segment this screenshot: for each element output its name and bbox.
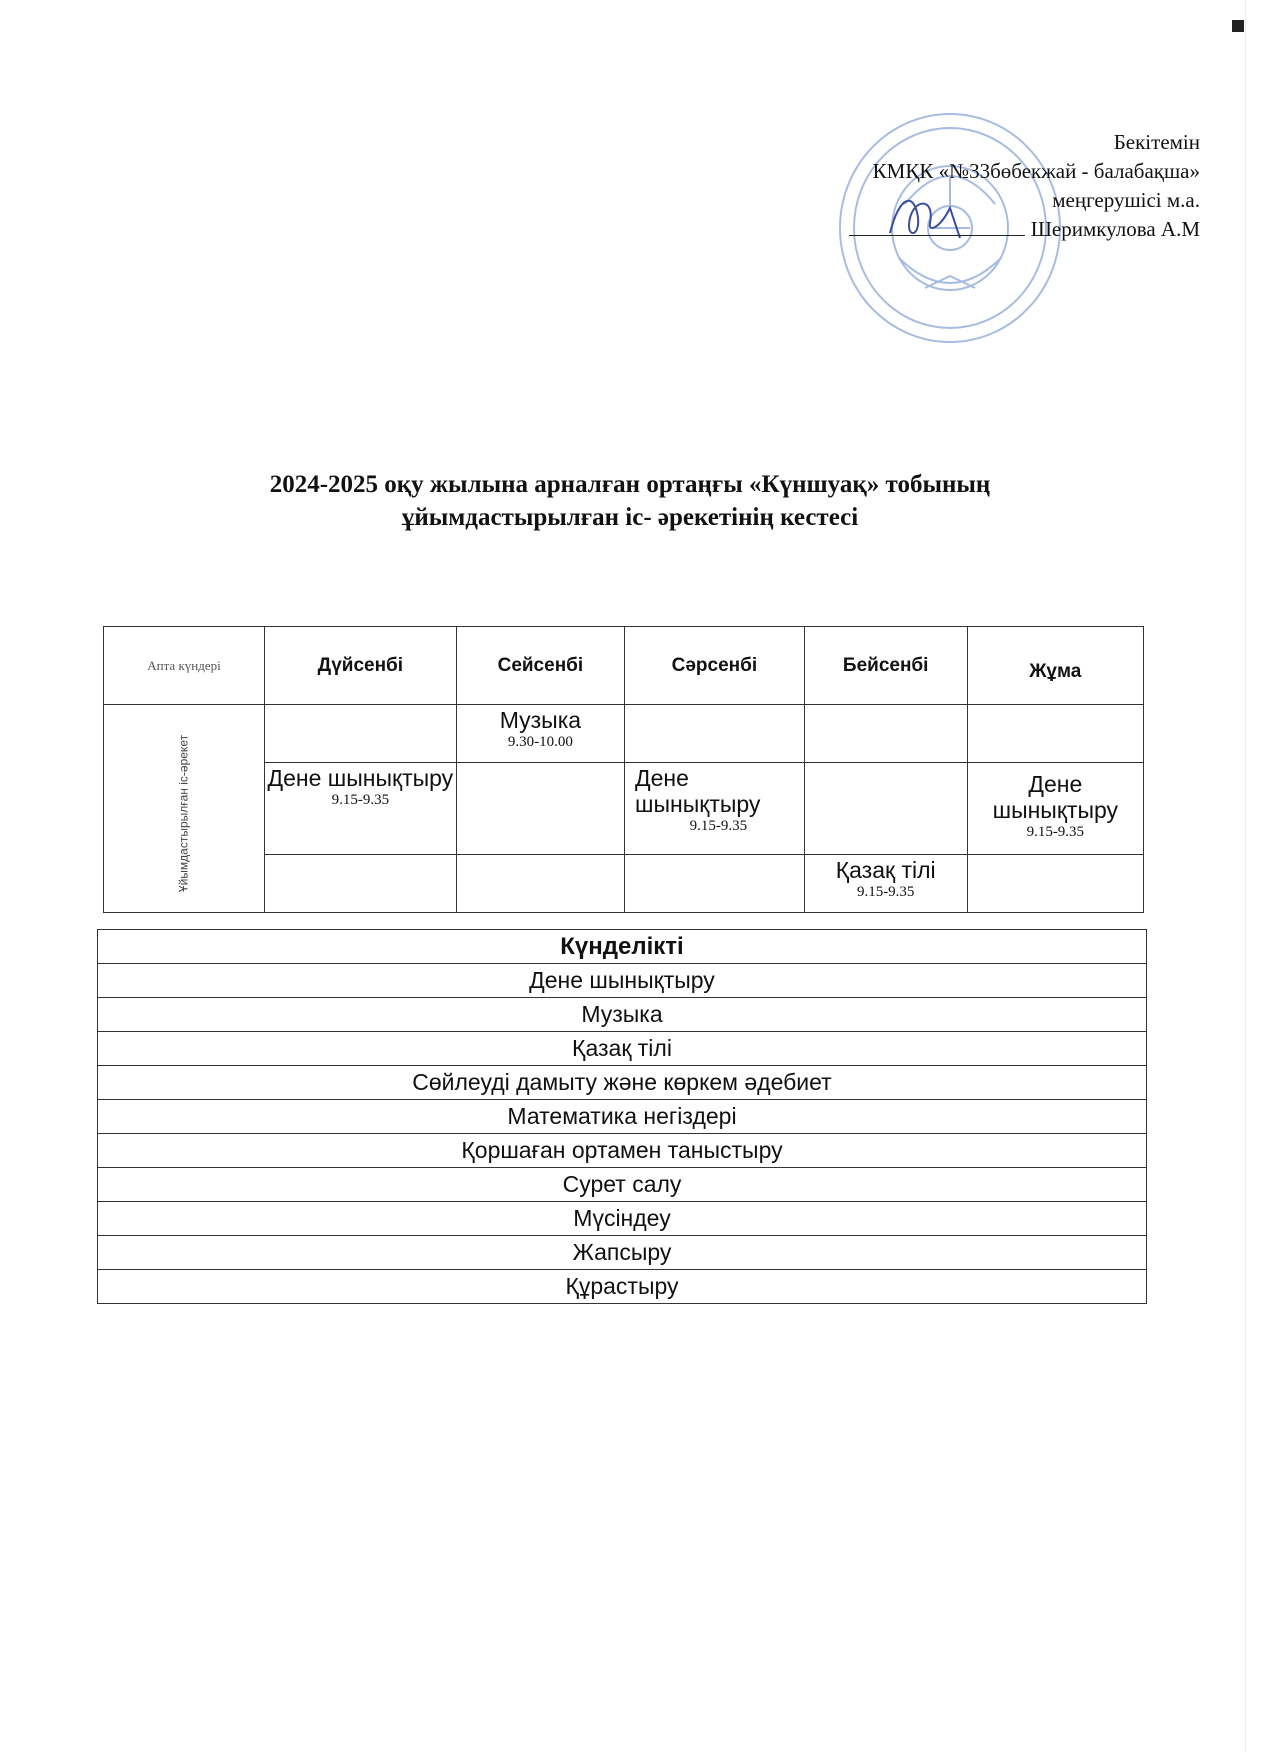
schedule-cell xyxy=(804,855,967,913)
side-label-cell xyxy=(104,705,265,913)
day-header: Дүйсенбі xyxy=(265,627,457,705)
approval-block xyxy=(700,128,1200,244)
subject: Дене шынықтыру xyxy=(992,771,1119,823)
schedule-cell xyxy=(625,763,805,855)
schedule-cell xyxy=(456,855,624,913)
day-header: Сәрсенбі xyxy=(625,627,805,705)
schedule-cell xyxy=(804,705,967,763)
schedule-cell xyxy=(804,763,967,855)
day-header: Сейсенбі xyxy=(456,627,624,705)
time: 9.15-9.35 xyxy=(1026,824,1085,840)
approver-name: Шеримкулова А.М xyxy=(1030,217,1200,241)
daily-item: Сурет салу xyxy=(98,1168,1147,1202)
subject: Қазақ тілі xyxy=(835,857,936,883)
schedule-table xyxy=(103,626,1144,913)
daily-activities-table xyxy=(97,929,1147,1304)
daily-item: Музыка xyxy=(98,998,1147,1032)
time: 9.30-10.00 xyxy=(507,734,573,750)
schedule-cell xyxy=(265,705,457,763)
schedule-cell xyxy=(625,855,805,913)
time: 9.15-9.35 xyxy=(856,884,915,900)
schedule-cell xyxy=(265,855,457,913)
approval-line-2: КМҚК «№33бөбекжай - балабақша» xyxy=(872,159,1200,183)
schedule-cell xyxy=(456,705,624,763)
daily-header: Күнделікті xyxy=(98,930,1147,964)
schedule-cell xyxy=(625,705,805,763)
corner-mark xyxy=(1232,20,1244,32)
schedule-cell xyxy=(967,705,1143,763)
approval-line-3: меңгерушісі м.а. xyxy=(1052,188,1200,212)
daily-item: Дене шынықтыру xyxy=(98,964,1147,998)
subject: Музыка xyxy=(499,707,582,733)
daily-item: Сөйлеуді дамыту және көркем әдебиет xyxy=(98,1066,1147,1100)
schedule-cell xyxy=(967,763,1143,855)
schedule-header-row xyxy=(104,627,1144,705)
daily-item: Жапсыру xyxy=(98,1236,1147,1270)
daily-item: Математика негіздері xyxy=(98,1100,1147,1134)
document-title xyxy=(170,468,1090,534)
daily-item: Қазақ тілі xyxy=(98,1032,1147,1066)
title-line-2: ұйымдастырылған іс- әрекетінің кестесі xyxy=(401,504,859,531)
schedule-cell xyxy=(456,763,624,855)
subject: Дене шынықтыру xyxy=(635,765,761,817)
activity-side-label: Ұйымдастырылған іс-әрекет xyxy=(176,734,191,892)
week-days-label: Апта күндері xyxy=(104,627,265,705)
signature-line xyxy=(849,215,1025,236)
title-line-1: 2024-2025 оқу жылына арналған ортаңғы «Күншуақ» тобының xyxy=(269,471,991,498)
daily-item: Құрастыру xyxy=(98,1270,1147,1304)
schedule-row xyxy=(104,705,1144,763)
day-header: Бейсенбі xyxy=(804,627,967,705)
schedule-cell xyxy=(967,855,1143,913)
time: 9.15-9.35 xyxy=(331,792,390,808)
subject: Дене шынықтыру xyxy=(267,765,454,791)
page-edge xyxy=(1245,0,1246,1752)
daily-item: Қоршаған ортамен таныстыру xyxy=(98,1134,1147,1168)
schedule-cell xyxy=(265,763,457,855)
day-header: Жұма xyxy=(967,627,1143,705)
daily-item: Мүсіндеу xyxy=(98,1202,1147,1236)
approval-line-4 xyxy=(700,215,1200,244)
time: 9.15-9.35 xyxy=(689,818,748,834)
approval-line-1: Бекітемін xyxy=(1113,130,1200,154)
